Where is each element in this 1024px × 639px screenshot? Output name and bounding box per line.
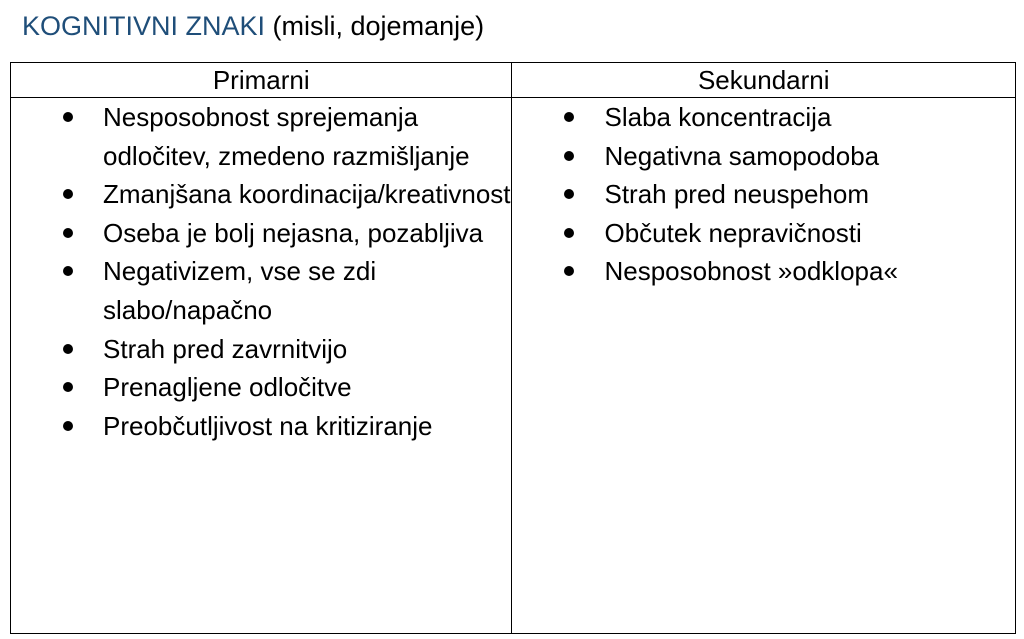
bullet-icon [564,266,574,276]
bullet-icon [564,112,574,122]
list-item [11,252,511,329]
table-header-row [11,63,1016,98]
list-item [11,368,511,407]
cognitive-signs-table [10,62,1016,634]
list-item [11,214,511,253]
secondary-cell [512,98,1016,634]
primary-list [11,98,511,445]
bullet-icon [63,421,73,431]
list-item-text: Negativna samopodoba [604,140,880,171]
heading-title: KOGNITIVNI ZNAKI [22,11,266,41]
list-item [11,98,511,175]
header-secondary: Sekundarni [512,63,1016,98]
header-primary: Primarni [11,63,512,98]
list-item [512,137,1015,176]
bullet-icon [564,151,574,161]
page-heading [22,6,484,46]
list-item-text: Preobčutljivost na kritiziranje [103,410,433,441]
bullet-icon [63,112,73,122]
list-item [512,98,1015,137]
primary-cell [11,98,512,634]
list-item [512,252,1015,291]
bullet-icon [63,266,73,276]
list-item-text: Oseba je bolj nejasna, pozabljiva [103,217,484,248]
list-item-text: Zmanjšana koordinacija/kreativnost [103,179,511,210]
table-body-row [11,98,1016,634]
list-item [11,330,511,369]
bullet-icon [63,228,73,238]
list-item-text: Strah pred neuspehom [604,179,869,210]
list-item-text: Občutek nepravičnosti [604,217,862,248]
heading-subtitle: (misli, dojemanje) [272,11,485,41]
bullet-icon [564,189,574,199]
list-item [512,175,1015,214]
list-item [11,407,511,446]
secondary-list [512,98,1015,291]
list-item-text: Strah pred zavrnitvijo [103,333,348,364]
list-item-text: Nesposobnost »odklopa« [604,256,898,287]
list-item-text: Nesposobnost sprejemanja odločitev, zmedeno razmišljanje [103,102,470,171]
bullet-icon [63,344,73,354]
bullet-icon [63,382,73,392]
bullet-icon [63,189,73,199]
list-item [11,175,511,214]
list-item-text: Slaba koncentracija [604,102,832,132]
bullet-icon [564,228,574,238]
list-item [512,214,1015,253]
list-item-text: Prenagljene odločitve [103,372,352,403]
list-item-text: Negativizem, vse se zdi slabo/napačno [103,256,377,325]
